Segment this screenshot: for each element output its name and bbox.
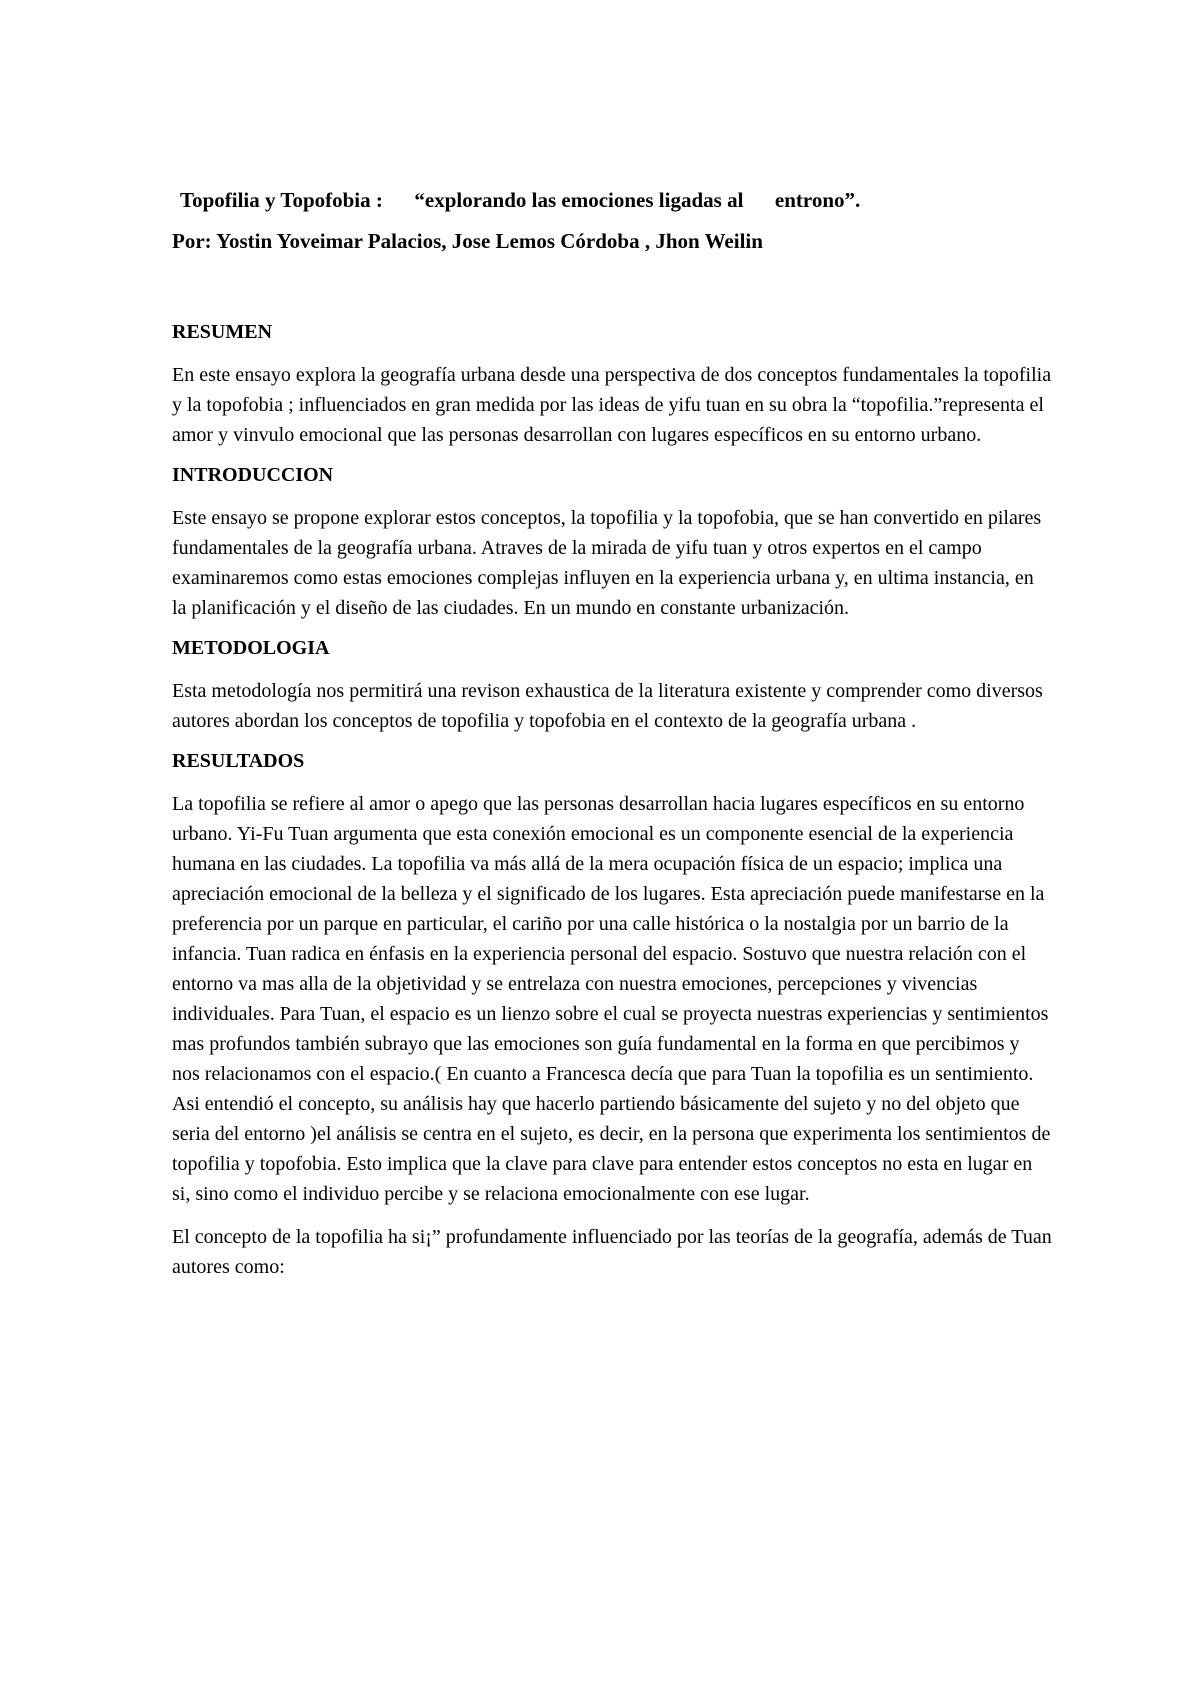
document-authors: Por: Yostin Yoveimar Palacios, Jose Lemos Córdoba , Jhon Weilin xyxy=(172,229,763,253)
paragraph-introduccion: Este ensayo se propone explorar estos conceptos, la topofilia y la topofobia, que se han convertido en pilares fundamentales de la geografía urbana. Atraves de la mirada de yifu tuan y otros expertos en el campo examinaremos como estas emociones complejas influyen en la experiencia urbana y, en ultima instancia, en la planificación y el diseño de las ciudades. En un mundo en constante urbanización. xyxy=(172,507,1042,619)
paragraph-metodologia: Esta metodología nos permitirá una revison exhaustica de la literatura existente y comprender como diversos autores abordan los conceptos de topofilia y topofobia en el contexto de la geografía urbana . xyxy=(172,680,1043,732)
paragraph-resultados-2: El concepto de la topofilia ha si¡” profundamente influenciado por las teorías de la geografía, además de Tuan autores como: xyxy=(172,1226,1052,1278)
document-body xyxy=(172,186,1052,1282)
section-heading-metodologia: METODOLOGIA xyxy=(172,637,330,659)
section-heading-introduccion: INTRODUCCION xyxy=(172,464,334,486)
section-heading-resultados: RESULTADOS xyxy=(172,750,305,772)
document-title: Topofilia y Topofobia : “explorando las emociones ligadas al entrono”. xyxy=(180,188,861,212)
section-heading-resumen: RESUMEN xyxy=(172,321,273,343)
paragraph-resumen: En este ensayo explora la geografía urbana desde una perspectiva de dos conceptos fundamentales la topofilia y la topofobia ; influenciados en gran medida por las ideas de yifu tuan en su obra la “topofilia.”representa el amor y vinvulo emocional que las personas desarrollan con lugares específicos en su entorno urbano. xyxy=(172,364,1052,446)
paragraph-resultados-1: La topofilia se refiere al amor o apego que las personas desarrollan hacia lugares específicos en su entorno urbano. Yi-Fu Tuan argumenta que esta conexión emocional es un componente esencial de la experiencia humana en las ciudades. La topofilia va más allá de la mera ocupación física de un espacio; implica una apreciación emocional de la belleza y el significado de los lugares. Esta apreciación puede manifestarse en la preferencia por un parque en particular, el cariño por una calle histórica o la nostalgia por un barrio de la infancia. Tuan radica en énfasis en la experiencia personal del espacio. Sostuvo que nuestra relación con el entorno va mas alla de la objetividad y se entrelaza con nuestra emociones, percepciones y vivencias individuales. Para Tuan, el espacio es un lienzo sobre el cual se proyecta nuestras experiencias y sentimientos mas profundos también subrayo que las emociones son guía fundamental en la forma en que percibimos y nos relacionamos con el espacio.( En cuanto a Francesca decía que para Tuan la topofilia es un sentimiento. Asi entendió el concepto, su análisis hay que hacerlo partiendo básicamente del sujeto y no del objeto que seria del entorno )el análisis se centra en el sujeto, es decir, en la persona que experimenta los sentimientos de topofilia y topofobia. Esto implica que la clave para clave para entender estos conceptos no esta en lugar en si, sino como el individuo percibe y se relaciona emocionalmente con ese lugar. xyxy=(172,793,1051,1205)
